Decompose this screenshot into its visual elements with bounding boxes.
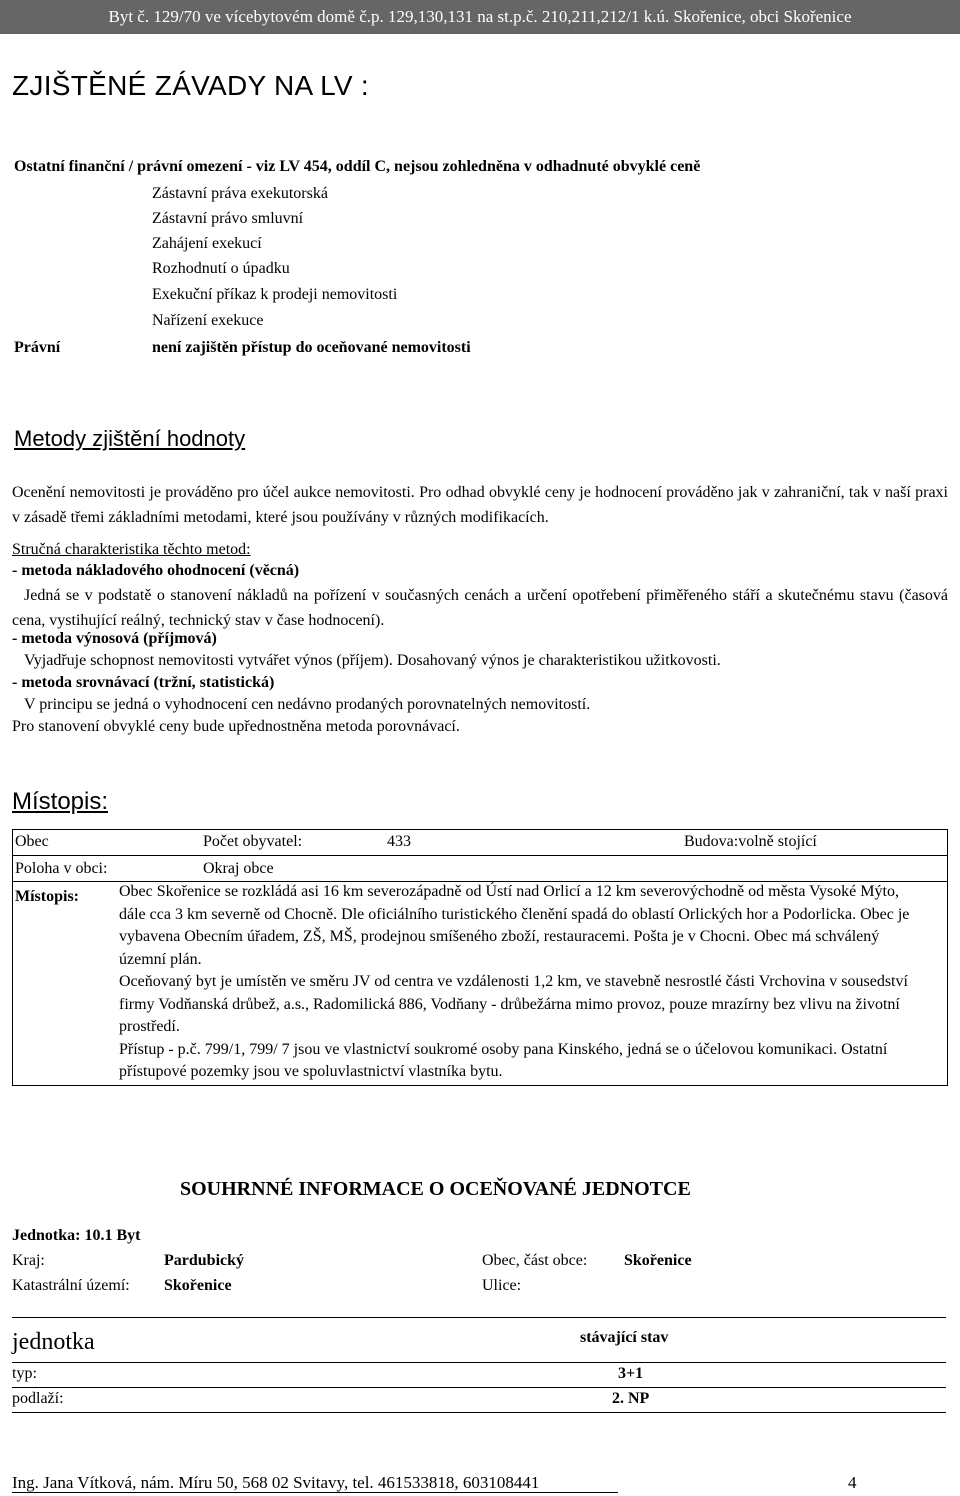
metody-summary-title: Stručná charakteristika těchto metod: <box>12 541 251 558</box>
podlazi-label: podlaží: <box>12 1390 64 1407</box>
metoda-1-text: Jedná se v podstatě o stanovení nákladů na pořízení v současných cenách a určení opotřebení přiměřeného stáří a skutečnému stavu (časová cena, vystihující reálný, technický stav v čase hodnocení). <box>12 587 948 629</box>
mistopis-box <box>12 829 948 1086</box>
section-title-mistopis: Místopis: <box>12 788 109 815</box>
table-head-stav: stávající stav <box>580 1329 669 1346</box>
metoda-1-title: - metoda nákladového ohodnocení (věcná) <box>12 562 300 579</box>
mistopis-text <box>119 881 919 1084</box>
zavady-item: Zástavní právo smluvní <box>152 210 304 227</box>
pocet-obyvatel-value: 433 <box>387 833 411 850</box>
zavady-intro: Ostatní finanční / právní omezení - viz LV 454, oddíl C, nejsou zohledněna v odhadnuté obvyklé ceně <box>14 158 701 175</box>
metody-intro: Ocenění nemovitosti je prováděno pro účel aukce nemovitosti. Pro odhad obvyklé ceny je hodnocení prováděno jak v zahraniční, tak v naší praxi v zásadě třemi základními metodami, které jsou používány v různých modifikacích. <box>12 484 948 526</box>
katastr-value: Skořenice <box>164 1277 232 1294</box>
mistopis-row-obec <box>13 830 947 856</box>
mistopis-paragraph: Přístup - p.č. 799/1, 799/ 7 jsou ve vlastnictví soukromé osoby pana Kinského, jedná se o účelovou komunikaci. Ostatní přístupové pozemky jsou ve spoluvlastnictví vlastníka bytu. <box>119 1040 888 1080</box>
pravni-text: není zajištěn přístup do oceňované nemovitosti <box>152 339 471 356</box>
zavady-item: Exekuční příkaz k prodeji nemovitosti <box>152 286 398 303</box>
table-top-rule <box>12 1317 946 1318</box>
table-rule <box>12 1362 946 1363</box>
mistopis-paragraph: Obec Skořenice se rozkládá asi 16 km severozápadně od Ústí nad Orlicí a 12 km severovýchodně od města Vysoké Mýto, dále cca 3 km severně od Chocně. Dle oficiálního turistického členění spadá do oblastí Orlických hor a Podorlicka. Obec je vybavena Obecním úřadem, ZŠ, MŠ, prodejnou smíšeného zboží, restauracemi. Pošta je v Chocni. Obec má schválený územní plán. <box>119 883 910 968</box>
budova-value: Budova:volně stojící <box>684 833 817 850</box>
metoda-3-text: V principu se jedná o vyhodnocení cen nedávno prodaných porovnatelných nemovitostí. <box>24 696 591 713</box>
podlazi-value: 2. NP <box>612 1390 650 1407</box>
metoda-2-title: - metoda výnosová (příjmová) <box>12 630 217 647</box>
jednotka-label: Jednotka: 10.1 Byt <box>12 1227 141 1244</box>
pocet-obyvatel-label: Počet obyvatel: <box>203 833 303 850</box>
kraj-value: Pardubický <box>164 1252 245 1269</box>
table-rule <box>12 1387 946 1388</box>
poloha-value: Okraj obce <box>203 860 274 877</box>
typ-value: 3+1 <box>618 1365 644 1382</box>
metoda-3-title: - metoda srovnávací (tržní, statistická) <box>12 674 275 691</box>
section-title-metody: Metody zjištění hodnoty <box>14 426 246 451</box>
metoda-2-text: Vyjadřuje schopnost nemovitosti vytvářet výnos (příjem). Dosahovaný výnos je charakteristikou užitkovosti. <box>24 652 721 669</box>
ulice-label: Ulice: <box>482 1277 522 1294</box>
table-bottom-rule <box>12 1412 946 1413</box>
mistopis-row-poloha <box>13 856 947 882</box>
mistopis-label: Místopis: <box>15 888 79 905</box>
katastr-label: Katastrální území: <box>12 1277 130 1294</box>
zavady-item: Zahájení exekucí <box>152 235 262 252</box>
obec-label: Obec <box>15 833 49 850</box>
obec-cast-label: Obec, část obce: <box>482 1252 588 1269</box>
mistopis-paragraph: Oceňovaný byt je umístěn ve směru JV od centra ve vzdálenosti 1,2 km, ve stavebně nesrostlé části Vrchovina v sousedství firmy Vodňanská drůbež, a.s., Radomilická 886, Vodňany - drůbežárna mimo provoz, pouze mrazírny bez vlivu na životní prostředí. <box>119 973 908 1035</box>
zavady-item: Nařízení exekuce <box>152 312 264 329</box>
footer-contact: Ing. Jana Vítková, nám. Míru 50, 568 02 Svitavy, tel. 461533818, 603108441 <box>12 1473 540 1492</box>
page-number: 4 <box>848 1473 857 1492</box>
kraj-label: Kraj: <box>12 1252 45 1269</box>
section-title-souhrn: SOUHRNNÉ INFORMACE O OCEŇOVANÉ JEDNOTCE <box>180 1178 691 1200</box>
table-head-jednotka: jednotka <box>12 1329 95 1355</box>
typ-label: typ: <box>12 1365 37 1382</box>
obec-cast-value: Skořenice <box>624 1252 692 1269</box>
poloha-label: Poloha v obci: <box>15 860 108 877</box>
pravni-label: Právní <box>14 339 61 356</box>
zavady-item: Zástavní práva exekutorská <box>152 185 328 202</box>
metody-conclusion: Pro stanovení obvyklé ceny bude upřednostněna metoda porovnávací. <box>12 718 460 735</box>
zavady-item: Rozhodnutí o úpadku <box>152 260 290 277</box>
footer-underline <box>12 1492 618 1493</box>
section-title-zavady: ZJIŠTĚNÉ ZÁVADY NA LV : <box>12 70 369 101</box>
page-header: Byt č. 129/70 ve vícebytovém domě č.p. 129,130,131 na st.p.č. 210,211,212/1 k.ú. Skořenice, obci Skořenice <box>0 0 960 34</box>
